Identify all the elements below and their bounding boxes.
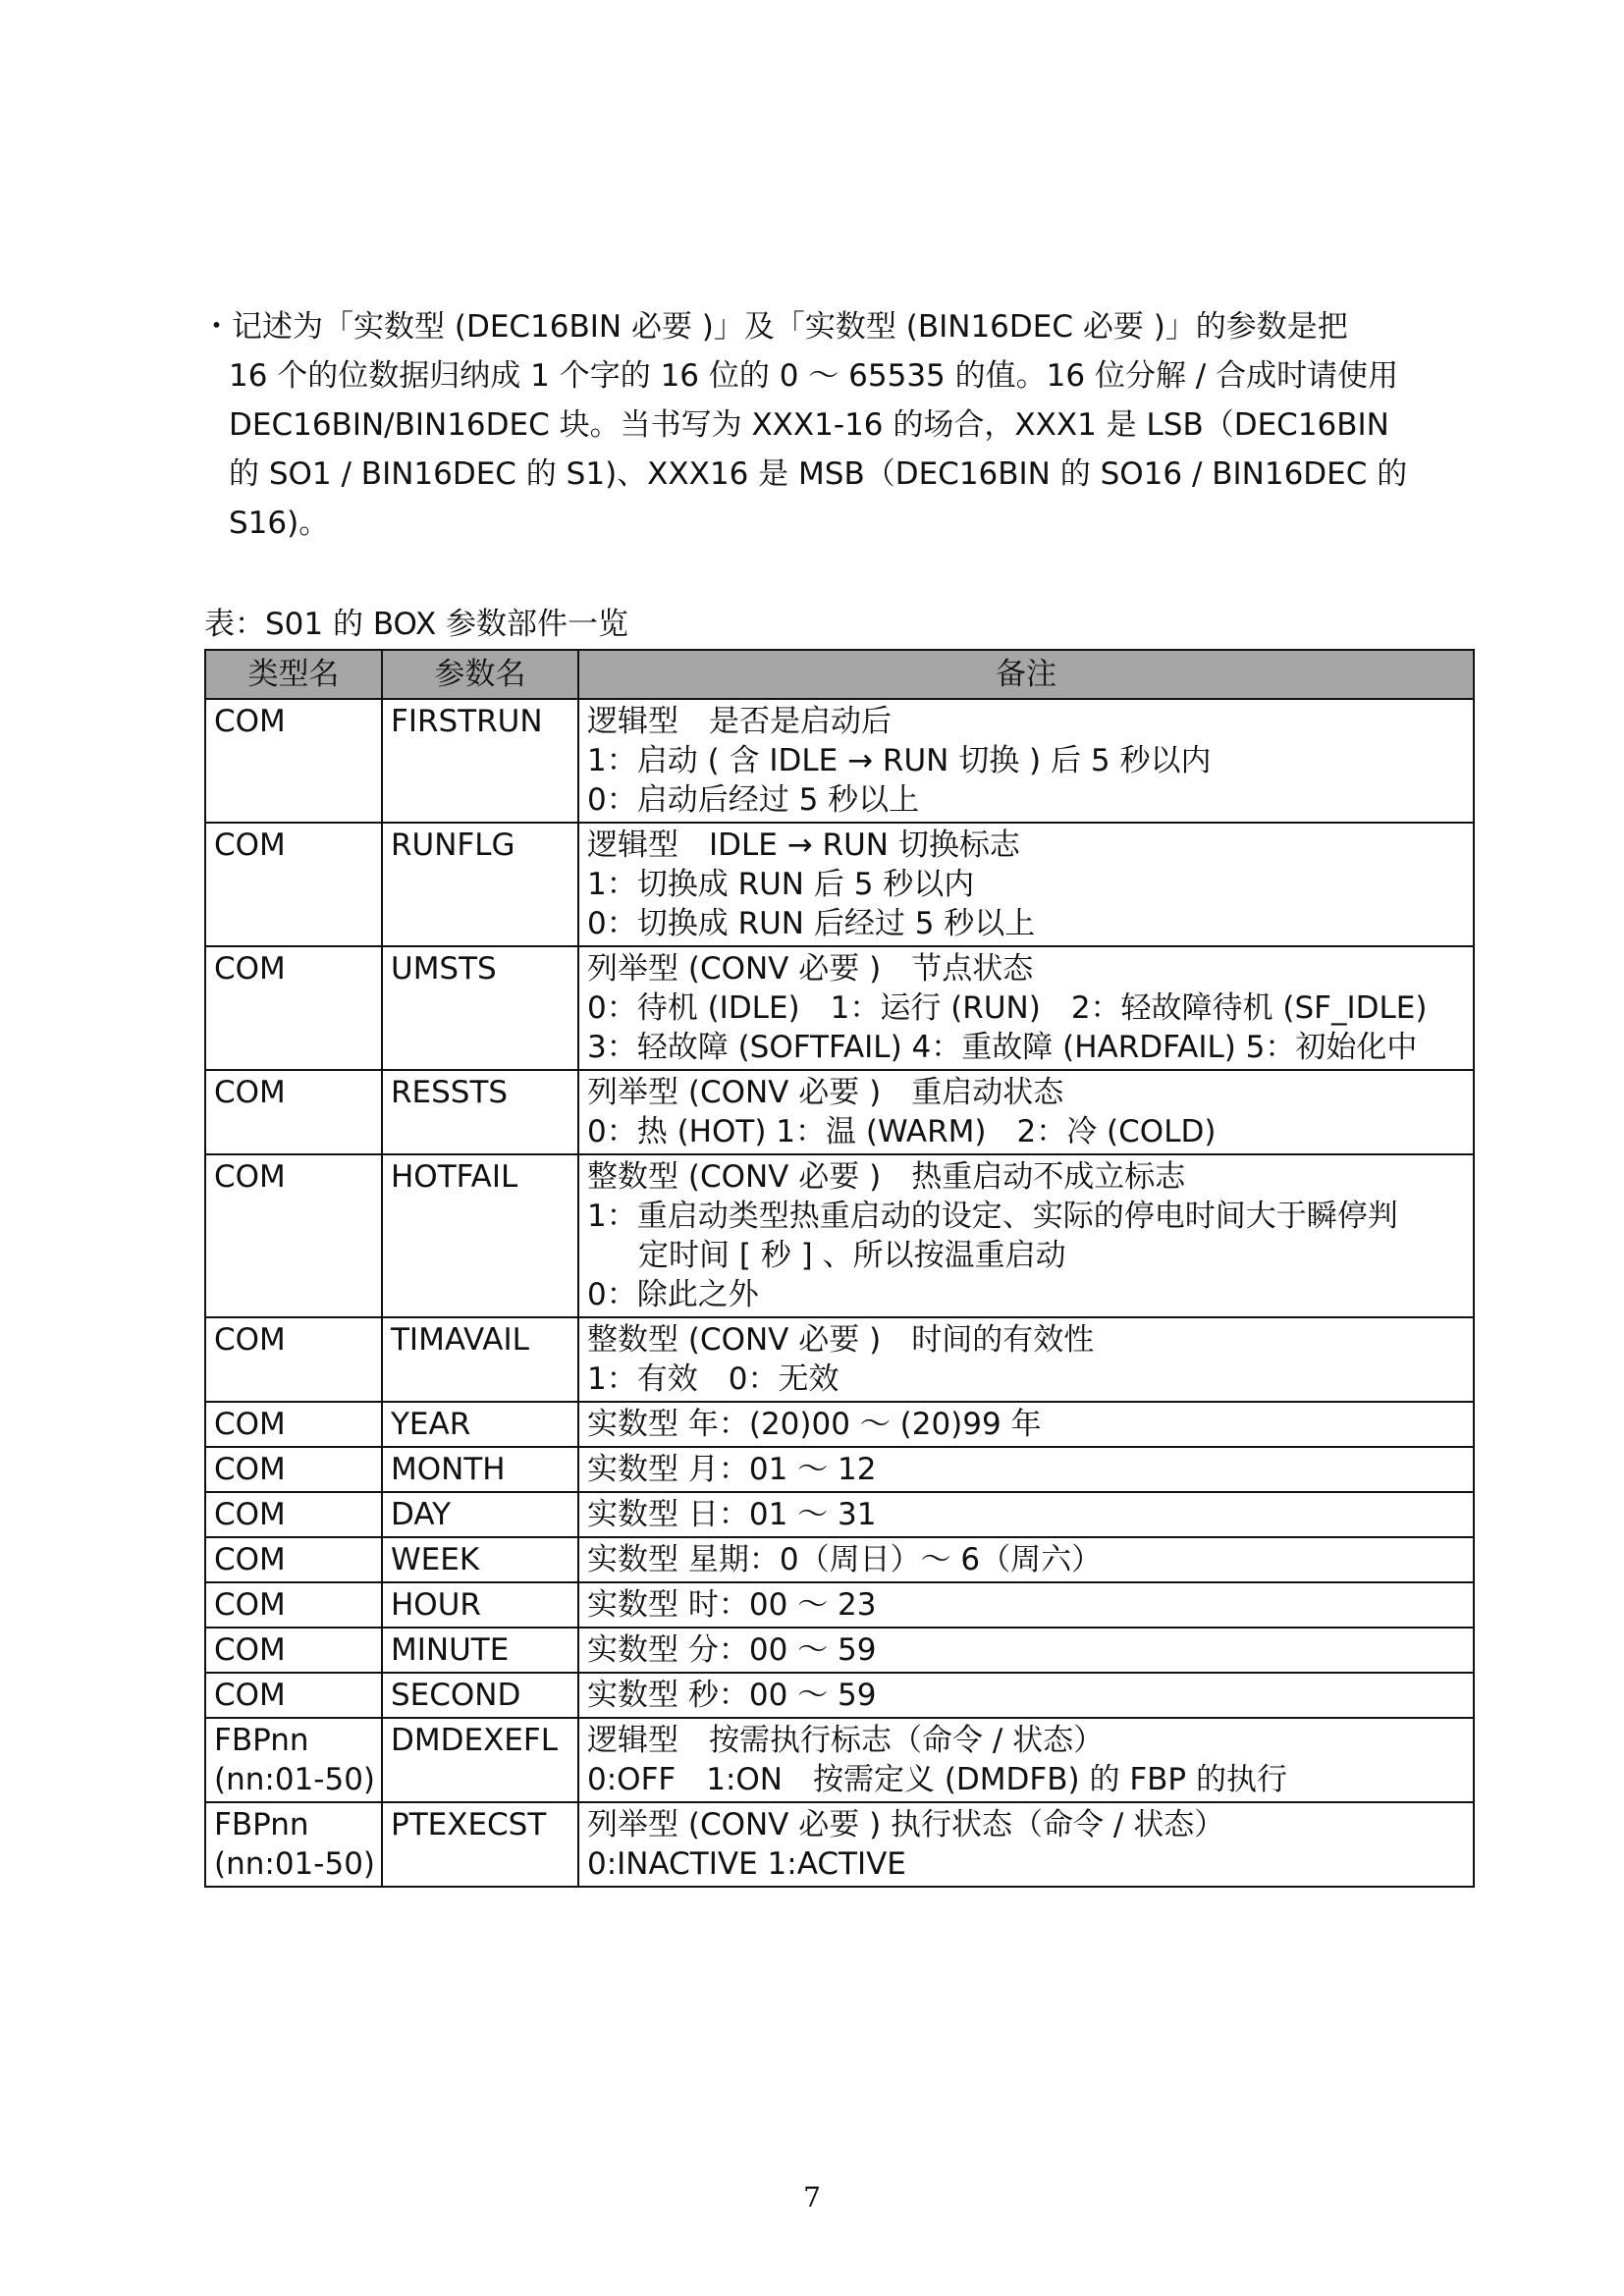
param-cell-line: HOUR (391, 1587, 481, 1623)
paragraph-line: 16 个的位数据归纳成 1 个字的 16 位的 0 ～ 65535 的值。16 位分解 / 合成时请使用 (229, 358, 1399, 394)
type-cell-line: (nn:01-50) (214, 1846, 376, 1882)
note-cell-line: 实数型 分：00 ～ 59 (587, 1632, 877, 1668)
type-cell (205, 1628, 382, 1673)
note-cell-line: 0：启动后经过 5 秒以上 (587, 782, 920, 818)
table-row (205, 1447, 1474, 1492)
note-cell (578, 823, 1474, 946)
param-cell (382, 1070, 578, 1154)
param-cell-line: PTEXECST (391, 1807, 547, 1842)
note-cell-line: 0:INACTIVE 1:ACTIVE (587, 1846, 906, 1882)
type-cell-line: COM (214, 1407, 286, 1442)
note-cell (578, 699, 1474, 823)
note-cell (578, 1447, 1474, 1492)
param-cell (382, 823, 578, 946)
param-cell-line: WEEK (391, 1542, 480, 1577)
page-number: 7 (803, 2181, 821, 2214)
note-cell-line: 列举型 (CONV 必要 ) 节点状态 (587, 951, 1034, 987)
note-cell-line: 逻辑型 按需执行标志（命令 / 状态） (587, 1723, 1105, 1758)
note-cell (578, 1154, 1474, 1317)
note-cell-line: 0：切换成 RUN 后经过 5 秒以上 (587, 906, 1036, 941)
type-cell-line: COM (214, 1678, 286, 1713)
table-row (205, 946, 1474, 1070)
table-row (205, 1582, 1474, 1628)
note-cell (578, 1718, 1474, 1802)
type-cell (205, 1154, 382, 1317)
param-cell-line: RESSTS (391, 1075, 509, 1110)
note-cell-line: 整数型 (CONV 必要 ) 时间的有效性 (587, 1322, 1095, 1358)
type-cell (205, 1673, 382, 1718)
table-row (205, 1673, 1474, 1718)
param-cell-line: MONTH (391, 1452, 506, 1487)
param-cell (382, 1317, 578, 1402)
note-cell-line: 实数型 时：00 ～ 23 (587, 1587, 877, 1623)
param-cell (382, 1402, 578, 1447)
table-row (205, 1070, 1474, 1154)
type-cell (205, 1718, 382, 1802)
type-cell (205, 1492, 382, 1537)
type-cell-line: FBPnn (214, 1807, 309, 1842)
note-cell (578, 1802, 1474, 1887)
type-cell (205, 1802, 382, 1887)
param-cell (382, 1673, 578, 1718)
param-cell-line: DAY (391, 1497, 452, 1532)
param-cell (382, 1582, 578, 1628)
type-cell (205, 1582, 382, 1628)
note-cell-line: 列举型 (CONV 必要 ) 重启动状态 (587, 1075, 1064, 1110)
note-cell-line: 0：热 (HOT) 1：温 (WARM) 2：冷 (COLD) (587, 1114, 1217, 1149)
param-cell (382, 1492, 578, 1537)
paragraph-line: DEC16BIN/BIN16DEC 块。当书写为 XXX1-16 的场合，XXX1 是 LSB（DEC16BIN (229, 407, 1389, 443)
table-row (205, 1802, 1474, 1887)
table-row (205, 1628, 1474, 1673)
note-cell-line: 1：重启动类型热重启动的设定、实际的停电时间大于瞬停判 (587, 1199, 1398, 1234)
type-cell (205, 946, 382, 1070)
type-cell (205, 699, 382, 823)
note-cell (578, 1673, 1474, 1718)
note-cell-line: 定时间 [ 秒 ] 、所以按温重启动 (638, 1238, 1066, 1273)
table-row (205, 1492, 1474, 1537)
table-row (205, 699, 1474, 823)
note-cell-line: 0：待机 (IDLE) 1：运行 (RUN) 2：轻故障待机 (SF_IDLE) (587, 990, 1428, 1026)
param-cell (382, 1154, 578, 1317)
note-cell-line: 1：切换成 RUN 后 5 秒以内 (587, 867, 975, 902)
note-cell (578, 1492, 1474, 1537)
type-cell (205, 823, 382, 946)
paragraph-line: S16)。 (229, 506, 330, 541)
param-cell-line: SECOND (391, 1678, 521, 1713)
note-cell-line: 逻辑型 IDLE → RUN 切换标志 (587, 828, 1020, 863)
type-cell-line: COM (214, 1542, 286, 1577)
note-cell-line: 实数型 星期：0（周日）～ 6（周六） (587, 1542, 1103, 1577)
param-cell-line: RUNFLG (391, 828, 515, 863)
type-cell-line: COM (214, 704, 286, 739)
table-row (205, 1154, 1474, 1317)
param-cell (382, 1628, 578, 1673)
param-cell-line: YEAR (391, 1407, 471, 1442)
param-cell-line: MINUTE (391, 1632, 510, 1668)
type-cell (205, 1537, 382, 1582)
note-cell-line: 实数型 日：01 ～ 31 (587, 1497, 877, 1532)
param-cell (382, 1718, 578, 1802)
note-cell-line: 整数型 (CONV 必要 ) 热重启动不成立标志 (587, 1159, 1186, 1195)
param-cell-line: UMSTS (391, 951, 497, 987)
note-cell (578, 1582, 1474, 1628)
box-parameter-table (204, 649, 1475, 1888)
type-cell-line: COM (214, 1075, 286, 1110)
table-row (205, 1317, 1474, 1402)
note-cell-line: 1：有效 0：无效 (587, 1362, 839, 1397)
type-cell-line: COM (214, 1452, 286, 1487)
type-cell-line: COM (214, 1159, 286, 1195)
type-cell-line: COM (214, 1322, 286, 1358)
note-cell-line: 0：除此之外 (587, 1277, 759, 1312)
type-cell-line: (nn:01-50) (214, 1762, 376, 1797)
type-cell (205, 1447, 382, 1492)
type-cell (205, 1402, 382, 1447)
table-row (205, 1718, 1474, 1802)
header-type-name: 类型名 (205, 650, 382, 699)
table-body (205, 699, 1474, 1887)
type-cell (205, 1070, 382, 1154)
type-cell-line: COM (214, 828, 286, 863)
param-cell (382, 946, 578, 1070)
type-cell (205, 1317, 382, 1402)
table-row (205, 1537, 1474, 1582)
param-cell (382, 699, 578, 823)
note-cell-line: 实数型 月：01 ～ 12 (587, 1452, 877, 1487)
param-cell-line: TIMAVAIL (391, 1322, 529, 1358)
table-header-row (205, 650, 1474, 699)
note-cell-line: 列举型 (CONV 必要 ) 执行状态（命令 / 状态） (587, 1807, 1225, 1842)
note-cell-line: 实数型 秒：00 ～ 59 (587, 1678, 877, 1713)
table-row (205, 1402, 1474, 1447)
header-param-name: 参数名 (382, 650, 578, 699)
param-cell (382, 1537, 578, 1582)
header-remarks: 备注 (578, 650, 1474, 699)
note-cell-line: 逻辑型 是否是启动后 (587, 704, 892, 739)
type-cell-line: COM (214, 1497, 286, 1532)
note-cell-line: 实数型 年：(20)00 ～ (20)99 年 (587, 1407, 1042, 1442)
note-cell (578, 1628, 1474, 1673)
type-cell-line: COM (214, 951, 286, 987)
note-cell (578, 946, 1474, 1070)
note-cell-line: 1：启动 ( 含 IDLE → RUN 切换 ) 后 5 秒以内 (587, 743, 1212, 778)
type-cell-line: COM (214, 1587, 286, 1623)
bullet-paragraph (201, 302, 1478, 548)
note-cell (578, 1070, 1474, 1154)
note-cell (578, 1537, 1474, 1582)
type-cell-line: FBPnn (214, 1723, 309, 1758)
param-cell-line: DMDEXEFL (391, 1723, 559, 1758)
param-cell-line: FIRSTRUN (391, 704, 543, 739)
paragraph-line: ・记述为「实数型 (DEC16BIN 必要 )」及「实数型 (BIN16DEC 必要 )」的参数是把 (201, 309, 1348, 345)
note-cell-line: 3：轻故障 (SOFTFAIL) 4：重故障 (HARDFAIL) 5：初始化中 (587, 1030, 1418, 1065)
type-cell-line: COM (214, 1632, 286, 1668)
note-cell (578, 1317, 1474, 1402)
paragraph-line: 的 SO1 / BIN16DEC 的 S1)、XXX16 是 MSB（DEC16BIN 的 SO16 / BIN16DEC 的 (229, 456, 1408, 492)
param-cell (382, 1802, 578, 1887)
note-cell-line: 0:OFF 1:ON 按需定义 (DMDFB) 的 FBP 的执行 (587, 1762, 1287, 1797)
table-row (205, 823, 1474, 946)
note-cell (578, 1402, 1474, 1447)
param-cell-line: HOTFAIL (391, 1159, 518, 1195)
param-cell (382, 1447, 578, 1492)
table-caption: 表：S01 的 BOX 参数部件一览 (204, 607, 629, 642)
